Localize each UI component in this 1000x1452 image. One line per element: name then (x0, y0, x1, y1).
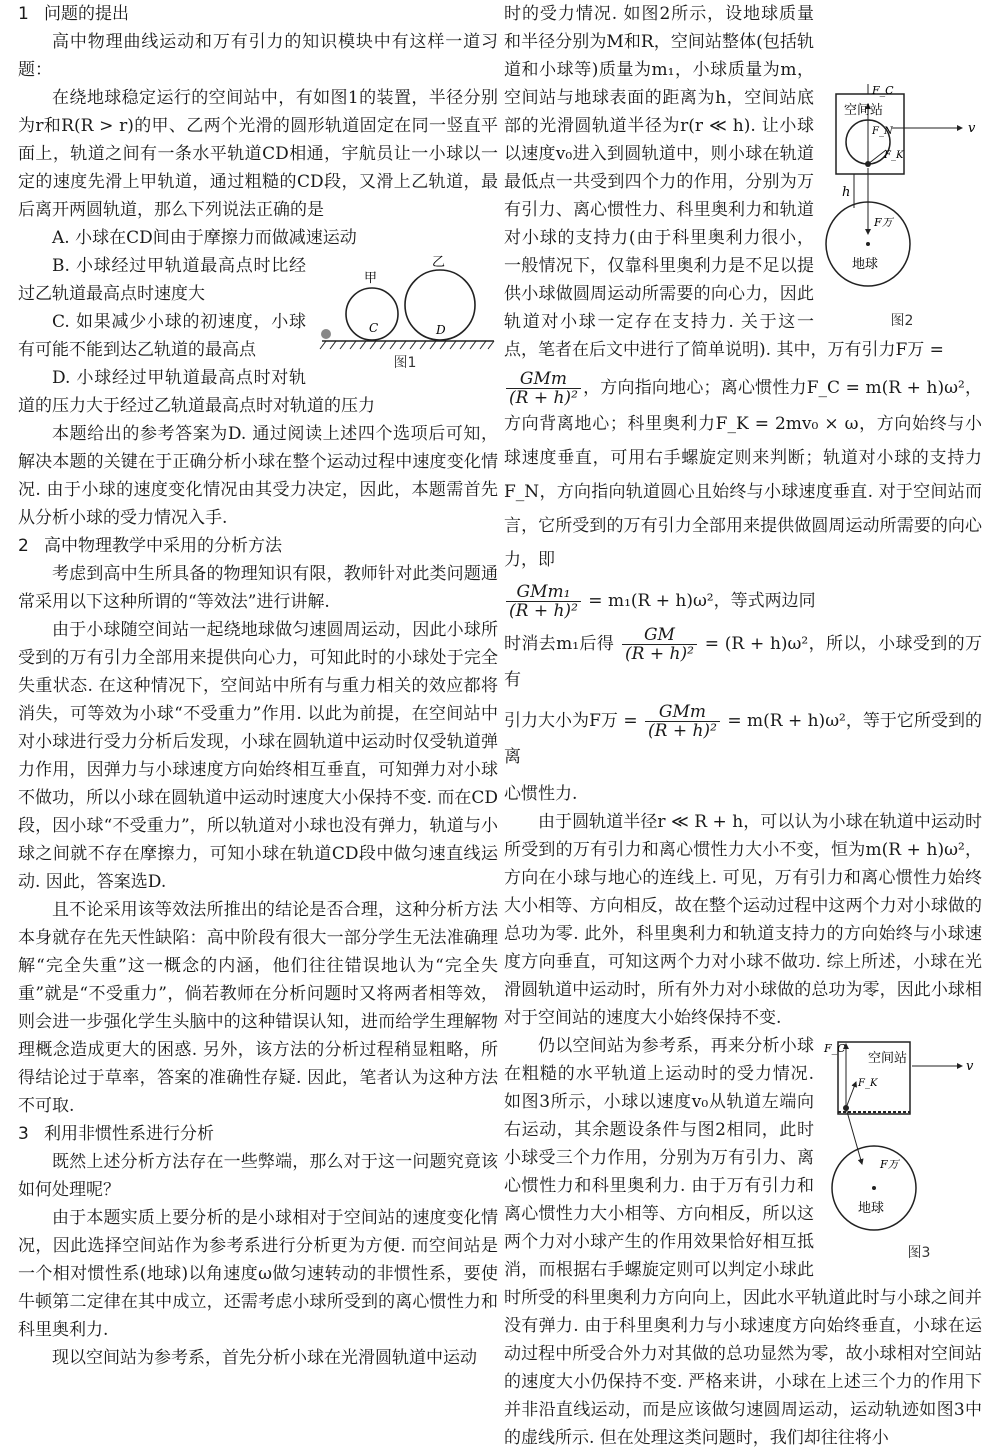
section-number: 3 (18, 1124, 29, 1144)
figure-2-drawing (822, 84, 982, 312)
equation-text: 时消去m₁后得 (504, 634, 615, 654)
figure-3-drawing (822, 1036, 982, 1244)
figure-2 (822, 84, 982, 334)
paragraph-text: 时的受力情况. 如图2所示，设地球质量和半径分别为M和R，空间站整体(包括轨道和小球等)质量为m₁，小球质量为m，空间站与地球表面的距离为h，空间站底部的光滑圆轨道半径为r(r ≪ h). 让小球以速度v₀进入到圆轨道中，则小球在轨道最低点一共受到四个力的作用，分别为万有引力、离心惯性力、科里奥利力和轨道对小球的支持力(由于科里奥利力很小，一般情况下，仅靠科里奥利力是不足以提供小球做圆周运动所需要的向心力，因此轨道对小球一定存在支持力. 关于这一点，笔者在后文中进行了简单说明). 其中，万有引力F万 = (504, 4, 944, 360)
label-c: C (369, 321, 379, 335)
label-yi: 乙 (432, 255, 446, 270)
paragraph: 由于本题实质上要分析的是小球相对于空间站的速度变化情况，因此选择空间站作为参考系进行分析更为方便. 而空间站是一个相对惯性系(地球)以角速度ω做匀速转动的非惯性系，要使牛顿第二定律在其中成立，还需考虑小球所受到的离心惯性力和科里奥利力. (18, 1208, 498, 1340)
equation-text: = (R + h)ω²，所以，小球受到的万有 (504, 634, 983, 690)
figure-2-caption: 图2 (890, 313, 914, 329)
right-column (504, 0, 982, 1452)
denominator: (R + h)² (509, 388, 578, 408)
paragraph: 由于小球随空间站一起绕地球做匀速圆周运动，因此小球所受到的万有引力全部用来提供向心力，可知此时的小球处于完全失重状态. 在这种情况下，空间站中所有与重力相关的效应都将消失，可等效为小球“不受重力”作用. 以此为前提，在空间站中对小球进行受力分析后发现，小球在圆轨道中运动时仅受轨道弹力作用，因弹力与小球速度方向始终相互垂直，可知弹力对小球不做功，所以小球在圆轨道中运动时速度大小保持不变. 而在CD段，因小球“不受重力”，所以轨道对小球也没有弹力，轨道与小球之间就不存在摩擦力，可知小球在轨道CD段中做匀速直线运动. 因此，答案选D. (18, 620, 498, 892)
figure-3-caption: 图3 (907, 1245, 931, 1261)
paragraph (504, 0, 982, 364)
equation-text: = m₁(R + h)ω²，等式两边同 (588, 591, 816, 611)
section-3-heading (18, 1120, 498, 1148)
paragraph: 考虑到高中生所具备的物理知识有限，教师针对此类问题通常采用以下这种所谓的“等效法”进行讲解. (18, 564, 498, 612)
paragraph: 现以空间站为参考系，首先分析小球在光滑圆轨道中运动 (52, 1348, 477, 1368)
f-label: F万 (874, 216, 893, 229)
earth-label: 地球 (852, 257, 879, 272)
v-label: v (966, 1059, 974, 1074)
label-jia: 甲 (364, 271, 378, 286)
v-label: v (968, 121, 976, 136)
paragraph: 心惯性力. (504, 784, 578, 804)
fk-label: F_K (858, 1078, 878, 1089)
fraction (506, 370, 581, 407)
station-label: 空间站 (844, 103, 884, 118)
equation-line (504, 626, 982, 697)
option-c: C. 如果减少小球的初速度，小球有可能不能到达乙轨道的最高点 (18, 312, 306, 360)
numerator: GMm (506, 370, 581, 389)
paragraph-text: ，方向指向地心；离心惯性力F_C = m(R + h)ω²，方向背离地心；科里奥利力F_K = 2mv₀ × ω，方向始终与小球速度垂直，可用右手螺旋定则来判断；轨道对小球的支持力F_N，方向指向轨道圆心且始终与小球速度垂直. 对于空间站而言，它所受到的万有引力全部用来提供做圆周运动所需要的向心力，即 (504, 378, 982, 570)
section-1-heading (18, 0, 498, 28)
fraction (645, 703, 720, 740)
section-title: 高中物理教学中采用的分析方法 (44, 536, 282, 556)
numerator: GMm₁ (506, 583, 581, 602)
fc-label: F_C (824, 1042, 846, 1055)
equation-text: 引力大小为F万 = (504, 711, 638, 731)
figure-3 (822, 1036, 982, 1266)
fk-label: F_K (884, 150, 904, 161)
denominator: (R + h)² (509, 601, 578, 621)
station-label: 空间站 (868, 1051, 908, 1066)
paragraph (504, 1032, 982, 1452)
earth-label: 地球 (858, 1201, 885, 1216)
option-d: D. 小球经过甲轨道最高点时对轨道的压力大于经过乙轨道最高点时对轨道的压力 (18, 368, 375, 416)
option-a: A. 小球在CD间由于摩擦力而做减速运动 (52, 228, 357, 248)
fraction (506, 583, 581, 620)
figure-1-drawing (312, 254, 498, 354)
equation-line (504, 583, 982, 620)
denominator: (R + h)² (648, 721, 717, 741)
numerator: GM (622, 626, 697, 645)
equation-line (504, 703, 982, 774)
section-number: 1 (18, 4, 29, 24)
fn-label: F_N (872, 126, 893, 137)
equation-text: = m(R + h)ω²，等于它所受到的离 (504, 711, 982, 767)
numerator: GMm (645, 703, 720, 722)
fc-label: F_C (872, 84, 894, 97)
fraction (622, 626, 697, 663)
denominator: (R + h)² (625, 644, 694, 664)
h-label: h (842, 185, 851, 200)
paragraph-text: 仍以空间站为参考系，再来分析小球在粗糙的水平轨道上运动时的受力情况. 如图3所示，小球以速度v₀从轨道左端向右运动，其余题设条件与图2相同，此时小球受三个力作用，分别为万有引力、离心惯性力和科里奥利力. 由于万有引力和离心惯性力大小相等、方向相反，所以这两个力对小球产生的作用效果恰好相互抵消，而根据右手螺旋定则可以判定小球此时所受的科里奥利力方向向上，因此水平轨道此时与小球之间并没有弹力. 由于科里奥利力与小球速度方向始终垂直，小球在运动过程中所受合外力对其做的总功显然为零，故小球相对空间站的速度大小仍保持不变. 严格来讲，小球在上述三个力的作用下并非沿直线运动，而是应该做匀速圆周运动，运动轨迹如图3中的虚线所示. 但在处理这类问题时，我们却往往将小 (504, 1036, 982, 1448)
section-2-heading (18, 532, 498, 560)
problem-statement: 在绕地球稳定运行的空间站中，有如图1的装置，半径分别为r和R(R > r)的甲、乙两个光滑的圆形轨道固定在同一竖直平面上，轨道之间有一条水平轨道CD相通，宇航员让一小球以一定的速度先滑上甲轨道，通过粗糙的CD段，又滑上乙轨道，最后离开两圆轨道，那么下列说法正确的是 (18, 88, 498, 220)
equation-line (504, 370, 982, 577)
paragraph: 由于圆轨道半径r ≪ R + h，可以认为小球在轨道中运动时所受到的万有引力和离心惯性力大小不变，恒为m(R + h)ω²，方向在小球与地心的连线上. 可见，万有引力和离心惯性力始终大小相等、方向相反，故在整个运动过程中这两个力对小球做的总功为零. 此外，科里奥利力和轨道支持力的方向始终与小球速度方向垂直，可知这两个力对小球不做功. 综上所述，小球在光滑圆轨道中运动时，所有外力对小球做的总功为零，因此小球相对于空间站的速度大小始终保持不变. (504, 812, 982, 1028)
label-d: D (436, 323, 446, 337)
f-label: F万 (880, 1158, 899, 1171)
section-title: 问题的提出 (44, 4, 129, 24)
figure-1-caption: 图1 (393, 355, 417, 371)
option-b: B. 小球经过甲轨道最高点时比经过乙轨道最高点时速度大 (18, 256, 306, 304)
paragraph: 高中物理曲线运动和万有引力的知识模块中有这样一道习题： (18, 32, 498, 80)
ball (321, 329, 331, 339)
section-title: 利用非惯性系进行分析 (44, 1124, 214, 1144)
section-number: 2 (18, 536, 29, 556)
figure-1 (312, 254, 498, 372)
paragraph: 本题给出的参考答案为D. 通过阅读上述四个选项后可知，解决本题的关键在于正确分析小球在整个运动过程中速度变化情况. 由于小球的速度变化情况由其受力决定，因此，本题需首先从分析小球的受力情况入手. (18, 424, 498, 528)
paragraph: 既然上述分析方法存在一些弊端，那么对于这一问题究竟该如何处理呢？ (18, 1152, 498, 1200)
paragraph: 且不论采用该等效法所推出的结论是否合理，这种分析方法本身就存在先天性缺陷：高中阶段有很大一部分学生无法准确理解“完全失重”这一概念的内涵，他们往往错误地认为“完全失重”就是“不受重力”，倘若教师在分析问题时又将两者相等效，则会进一步强化学生头脑中的这种错误认知，进而给学生理解物理概念造成更大的困惑. 另外，该方法的分析过程稍显粗略，所得结论过于草率，答案的准确性存疑. 因此，笔者认为这种方法不可取. (18, 900, 498, 1116)
left-column (18, 0, 498, 1372)
